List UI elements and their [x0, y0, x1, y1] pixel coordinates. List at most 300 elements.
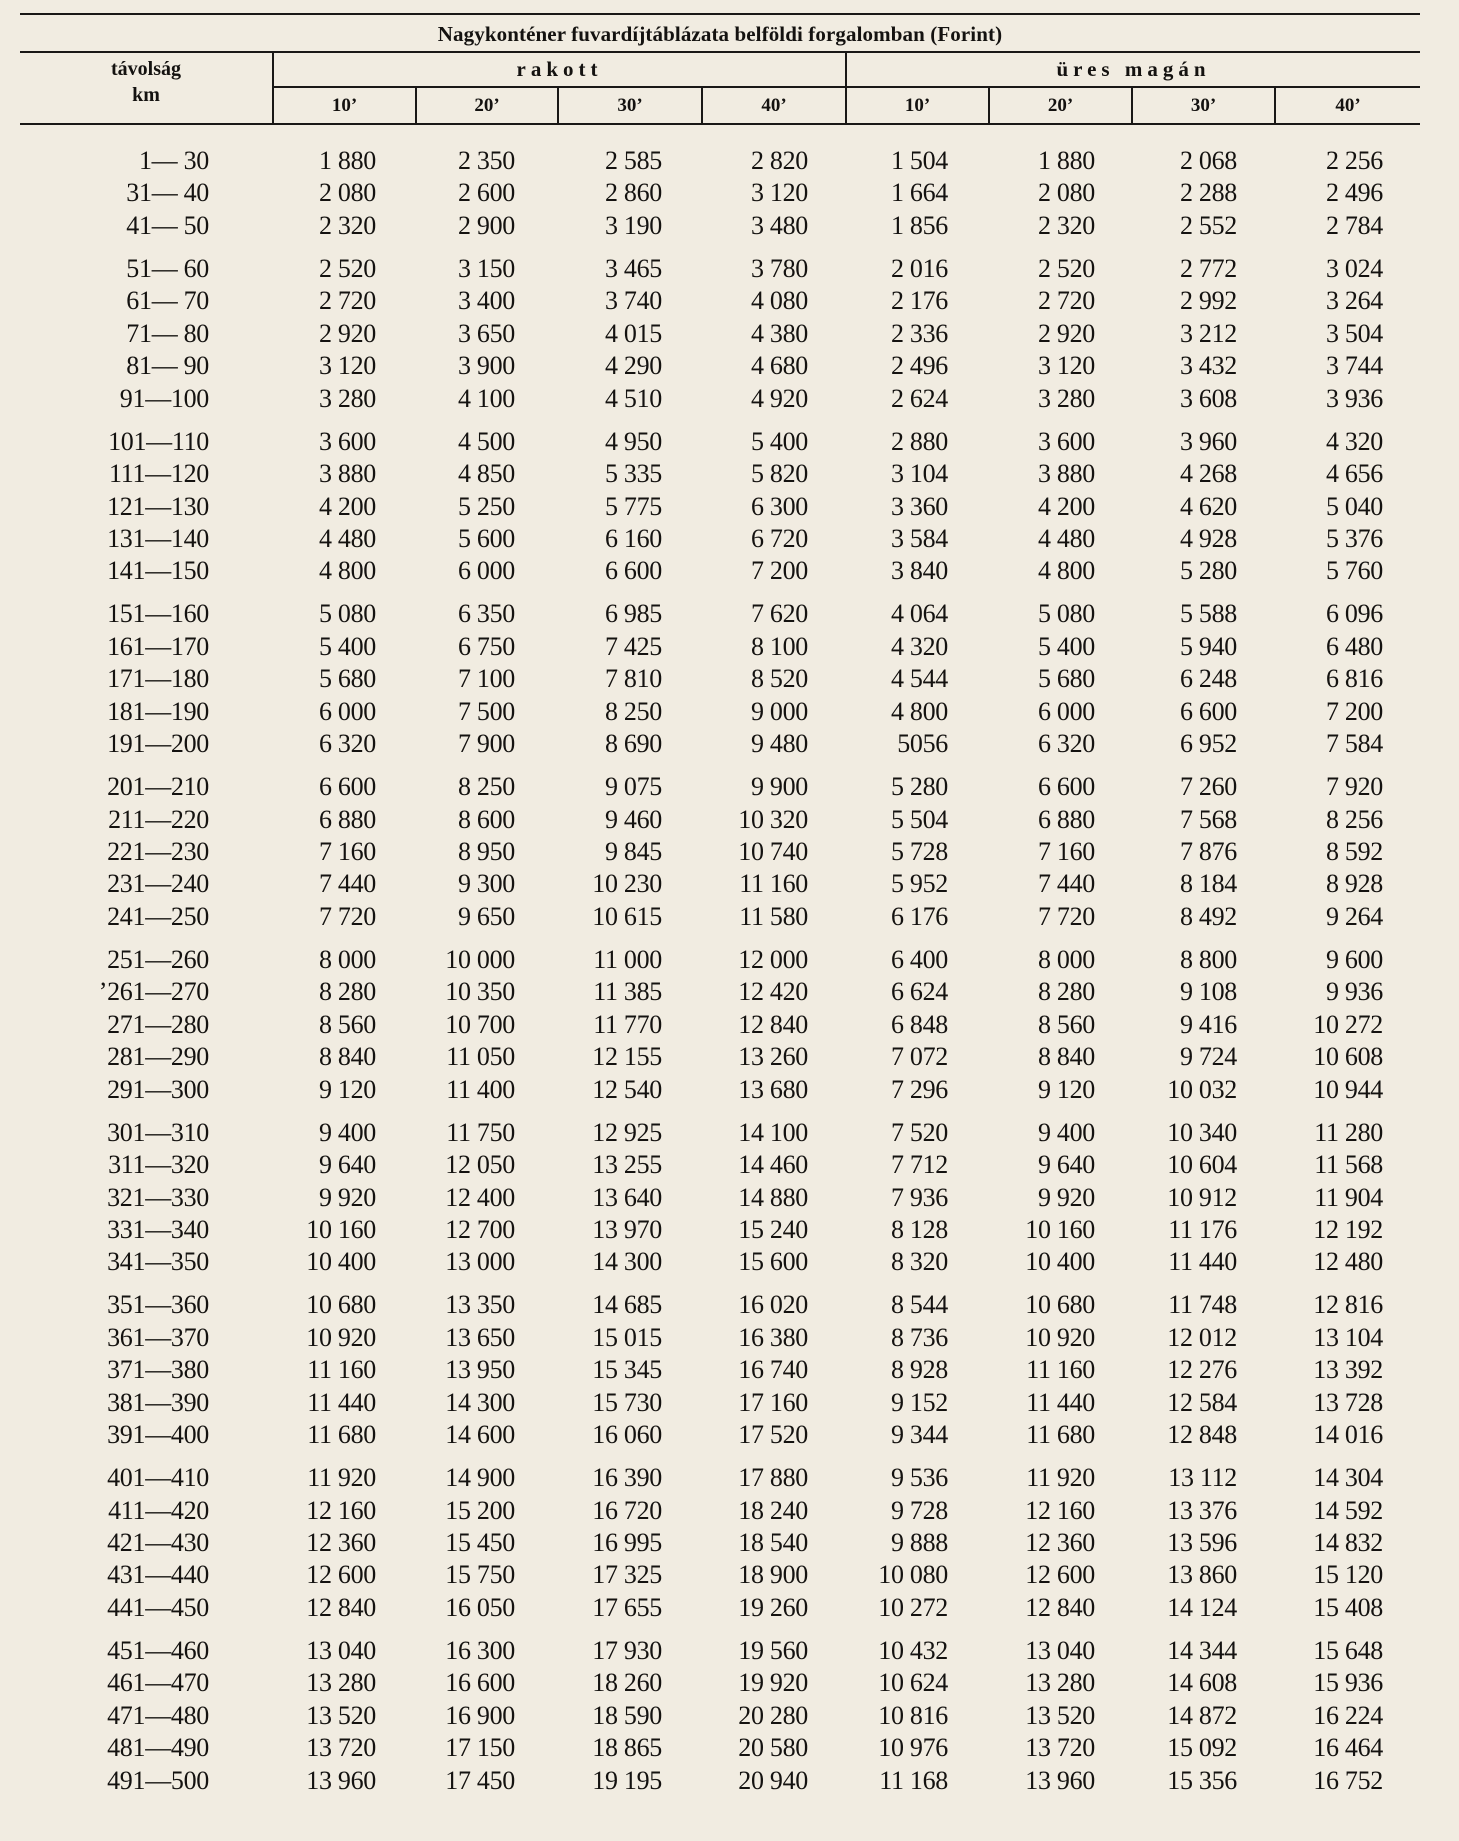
- fare-cell: 12 480: [1313, 1247, 1383, 1277]
- fare-cell: 9 400: [1037, 1117, 1095, 1147]
- size-header-2: 20’: [474, 95, 500, 116]
- row-header-distance: távolság: [111, 58, 181, 80]
- fare-cell: 9 920: [1037, 1182, 1095, 1212]
- fare-cell: 5 376: [1325, 523, 1383, 553]
- distance-range: 31— 40: [126, 178, 209, 208]
- fare-cell: 3 880: [1037, 459, 1095, 489]
- fare-cell: 7 296: [890, 1074, 948, 1104]
- distance-range: 141—150: [107, 556, 209, 586]
- distance-range: 81— 90: [126, 351, 209, 381]
- fare-cell: 15 092: [1167, 1733, 1237, 1763]
- fare-cell: 10 272: [878, 1592, 948, 1622]
- fare-cell: 13 260: [738, 1042, 808, 1072]
- fare-cell: 6 350: [457, 599, 515, 629]
- fare-cell: 14 300: [445, 1387, 515, 1417]
- distance-range: 351—360: [107, 1290, 209, 1320]
- fare-cell: 2 320: [318, 210, 376, 240]
- fare-cell: 11 680: [307, 1420, 376, 1450]
- fare-cell: 14 608: [1167, 1668, 1237, 1698]
- fare-cell: 3 650: [457, 318, 515, 348]
- distance-range: 111—120: [109, 459, 209, 489]
- fare-cell: 13 000: [445, 1247, 515, 1277]
- fare-cell: 16 300: [445, 1635, 515, 1665]
- fare-cell: 12 192: [1313, 1214, 1383, 1244]
- fare-cell: 14 100: [738, 1117, 808, 1147]
- fare-cell: 18 240: [738, 1495, 808, 1525]
- distance-range: 491—500: [107, 1765, 209, 1795]
- distance-range: 481—490: [107, 1733, 209, 1763]
- fare-cell: 4 928: [1179, 523, 1237, 553]
- fare-cell: 12 540: [592, 1074, 662, 1104]
- fare-cell: 10 272: [1313, 1009, 1383, 1039]
- size-header-7: 30’: [1190, 95, 1217, 116]
- fare-cell: 13 728: [1313, 1387, 1383, 1417]
- fare-cell: 15 120: [1313, 1560, 1383, 1590]
- distance-range: 151—160: [107, 599, 209, 629]
- fare-cell: 11 748: [1168, 1290, 1237, 1320]
- fare-cell: 9 936: [1325, 977, 1383, 1007]
- fare-cell: 3 120: [750, 178, 808, 208]
- distance-range: 271—280: [107, 1009, 209, 1039]
- fare-cell: 13 596: [1167, 1528, 1237, 1557]
- fare-cell: 8 840: [1037, 1042, 1095, 1072]
- size-header-3: 30’: [617, 95, 643, 116]
- fare-cell: 4 950: [604, 426, 662, 456]
- fare-cell: 8 600: [457, 804, 515, 834]
- distance-range: 451—460: [107, 1635, 209, 1665]
- fare-cell: 16 464: [1313, 1733, 1383, 1763]
- fare-cell: 14 872: [1167, 1700, 1237, 1730]
- distance-range: 421—430: [107, 1528, 209, 1557]
- fare-cell: 11 440: [1168, 1247, 1237, 1277]
- fare-cell: 10 230: [592, 869, 662, 899]
- fare-cell: 5 504: [890, 804, 948, 834]
- fare-cell: 7 712: [890, 1150, 948, 1180]
- fare-cell: 11 385: [593, 977, 662, 1007]
- fare-cell: 8 128: [890, 1214, 948, 1244]
- fare-cell: 9 300: [457, 869, 515, 899]
- fare-cell: 15 015: [592, 1322, 662, 1352]
- fare-cell: 2 176: [890, 286, 948, 316]
- fare-cell: 2 772: [1179, 253, 1237, 283]
- fare-cell: 1 880: [318, 146, 376, 175]
- fare-cell: 8 560: [318, 1009, 376, 1039]
- fare-cell: 19 920: [738, 1668, 808, 1698]
- fare-cell: 8 592: [1325, 837, 1383, 866]
- fare-cell: 13 255: [592, 1150, 662, 1180]
- distance-range: 61— 70: [126, 286, 209, 316]
- fare-cell: 19 195: [592, 1765, 662, 1795]
- fare-cell: 6 750: [457, 631, 515, 661]
- fare-cell: 14 900: [445, 1463, 515, 1493]
- fare-cell: 7 620: [750, 599, 808, 629]
- fare-cell: 8 256: [1325, 804, 1383, 834]
- table-title: Nagykonténer fuvardíjtáblázata belföldi forgalomban (Forint): [437, 22, 1003, 46]
- fare-cell: 18 590: [592, 1700, 662, 1730]
- fare-cell: 8 736: [890, 1322, 948, 1352]
- fare-cell: 15 356: [1167, 1765, 1237, 1795]
- distance-range: 221—230: [107, 837, 209, 866]
- fare-cell: 2 288: [1179, 178, 1237, 208]
- fare-cell: 7 810: [604, 664, 662, 694]
- fare-cell: 2 496: [1325, 178, 1383, 208]
- fare-cell: 13 960: [306, 1765, 376, 1795]
- fare-cell: 16 600: [445, 1668, 515, 1698]
- fare-cell: 7 584: [1325, 729, 1383, 759]
- fare-cell: 10 160: [306, 1214, 376, 1244]
- fare-cell: 15 600: [738, 1247, 808, 1277]
- fare-cell: 11 168: [879, 1765, 948, 1795]
- fare-cell: 4 800: [318, 556, 376, 586]
- fare-cell: 13 970: [592, 1214, 662, 1244]
- fare-cell: 1 664: [890, 178, 948, 208]
- distance-range: 381—390: [107, 1387, 209, 1417]
- fare-cell: 4 290: [604, 351, 662, 381]
- distance-range: 331—340: [107, 1214, 209, 1244]
- fare-cell: 12 155: [592, 1042, 662, 1072]
- fare-cell: 8 100: [750, 631, 808, 661]
- fare-cell: 3 104: [890, 459, 948, 489]
- fare-cell: 5 680: [1037, 664, 1095, 694]
- fare-cell: 5 280: [1179, 556, 1237, 586]
- fare-cell: 7 720: [318, 901, 376, 931]
- size-header-6: 20’: [1047, 95, 1074, 116]
- fare-cell: 20 940: [738, 1765, 808, 1795]
- fare-cell: 2 552: [1179, 210, 1237, 240]
- fare-cell: 2 256: [1325, 146, 1383, 175]
- fare-cell: 6 600: [1037, 772, 1095, 802]
- fare-cell: 4 656: [1325, 459, 1383, 489]
- fare-cell: 6 600: [318, 772, 376, 802]
- fare-cell: 7 160: [318, 837, 376, 866]
- fare-cell: 8 520: [750, 664, 808, 694]
- fare-cell: 5 400: [750, 426, 808, 456]
- fare-cell: 6 952: [1179, 729, 1237, 759]
- fare-cell: 18 865: [592, 1733, 662, 1763]
- fare-cell: 6 160: [604, 523, 662, 553]
- fare-cell: 6 600: [1179, 696, 1237, 726]
- fare-cell: 14 880: [738, 1182, 808, 1212]
- distance-range: 191—200: [107, 729, 209, 759]
- fare-cell: 2 784: [1325, 210, 1383, 240]
- fare-cell: 10 912: [1167, 1182, 1237, 1212]
- fare-cell: 6 300: [750, 491, 808, 521]
- fare-cell: 16 050: [445, 1592, 515, 1622]
- distance-range: 251—260: [107, 944, 209, 974]
- fare-cell: 8 544: [890, 1290, 948, 1320]
- fare-cell: 5 080: [318, 599, 376, 629]
- fare-cell: 9 888: [890, 1528, 948, 1557]
- fare-cell: 19 260: [738, 1592, 808, 1622]
- fare-cell: 9 480: [750, 729, 808, 759]
- fare-cell: 4 064: [890, 599, 948, 629]
- fare-cell: 9 724: [1179, 1042, 1237, 1072]
- fare-cell: 4 268: [1179, 459, 1237, 489]
- fare-cell: 15 240: [738, 1214, 808, 1244]
- fare-cell: 5056: [897, 729, 948, 759]
- fare-cell: 9 920: [318, 1182, 376, 1212]
- fare-cell: 14 304: [1313, 1463, 1383, 1493]
- fare-cell: 3 190: [604, 210, 662, 240]
- distance-range: 401—410: [107, 1463, 209, 1493]
- fare-cell: 18 260: [592, 1668, 662, 1698]
- distance-range: 361—370: [107, 1322, 209, 1352]
- fare-cell: 2 350: [457, 146, 515, 175]
- fare-cell: 11 440: [1026, 1387, 1095, 1417]
- fare-cell: 3 280: [1037, 383, 1095, 413]
- fare-cell: 12 420: [738, 977, 808, 1007]
- fare-cell: 7 440: [318, 869, 376, 899]
- fare-cell: 4 680: [750, 351, 808, 381]
- fare-cell: 11 280: [1314, 1117, 1383, 1147]
- fare-cell: 9 000: [750, 696, 808, 726]
- fare-cell: 15 200: [445, 1495, 515, 1525]
- fare-cell: 11 440: [307, 1387, 376, 1417]
- fare-cell: 13 720: [306, 1733, 376, 1763]
- distance-range: 41— 50: [126, 210, 209, 240]
- fare-cell: 2 720: [318, 286, 376, 316]
- fare-cell: 2 992: [1179, 286, 1237, 316]
- fare-cell: 4 380: [750, 318, 808, 348]
- fare-cell: 5 600: [457, 523, 515, 553]
- fare-cell: 3 960: [1179, 426, 1237, 456]
- fare-cell: 4 320: [890, 631, 948, 661]
- fare-cell: 3 600: [318, 426, 376, 456]
- fare-cell: 7 720: [1037, 901, 1095, 931]
- fare-cell: 10 400: [1025, 1247, 1095, 1277]
- fare-cell: 4 920: [750, 383, 808, 413]
- fare-cell: 17 450: [445, 1765, 515, 1795]
- fare-cell: 13 950: [445, 1355, 515, 1385]
- fare-cell: 8 000: [1037, 944, 1095, 974]
- fare-cell: 11 904: [1314, 1182, 1383, 1212]
- fare-cell: 14 460: [738, 1150, 808, 1180]
- fare-cell: 9 400: [318, 1117, 376, 1147]
- fare-cell: 6 880: [318, 804, 376, 834]
- fare-cell: 5 760: [1325, 556, 1383, 586]
- fare-cell: 8 690: [604, 729, 662, 759]
- fare-cell: 15 345: [592, 1355, 662, 1385]
- fare-cell: 10 624: [878, 1668, 948, 1698]
- fare-cell: 7 876: [1179, 837, 1237, 866]
- fare-cell: 3 120: [318, 351, 376, 381]
- fare-cell: 10 700: [445, 1009, 515, 1039]
- fare-cell: 16 390: [592, 1463, 662, 1493]
- fare-cell: 10 615: [592, 901, 662, 931]
- size-header-8: 40’: [1335, 95, 1361, 116]
- group-header-empty-private: üres magán: [1056, 57, 1211, 81]
- fare-cell: 7 920: [1325, 772, 1383, 802]
- distance-range: 91—100: [119, 383, 209, 413]
- fare-cell: 8 800: [1179, 944, 1237, 974]
- fare-cell: 3 212: [1179, 318, 1237, 348]
- fare-cell: 12 816: [1313, 1290, 1383, 1320]
- fare-cell: 1 880: [1037, 146, 1095, 175]
- fare-cell: 7 072: [890, 1042, 948, 1072]
- fare-cell: 12 584: [1167, 1387, 1237, 1417]
- fare-cell: 5 250: [457, 491, 515, 521]
- fare-cell: 9 728: [890, 1495, 948, 1525]
- fare-cell: 6 096: [1325, 599, 1383, 629]
- distance-range: 71— 80: [126, 318, 209, 348]
- fare-cell: 5 940: [1179, 631, 1237, 661]
- fare-cell: 3 024: [1325, 253, 1383, 283]
- fare-cell: 15 936: [1313, 1668, 1383, 1698]
- fare-cell: 2 320: [1037, 210, 1095, 240]
- fare-cell: 12 600: [1025, 1560, 1095, 1590]
- fare-cell: 13 040: [1025, 1635, 1095, 1665]
- fare-cell: 3 840: [890, 556, 948, 586]
- fare-cell: 14 124: [1167, 1592, 1237, 1622]
- fare-cell: 3 465: [604, 253, 662, 283]
- distance-range: 181—190: [107, 696, 209, 726]
- fare-cell: 6 480: [1325, 631, 1383, 661]
- fare-cell: 6 600: [604, 556, 662, 586]
- distance-range: 461—470: [107, 1668, 209, 1698]
- fare-cell: 9 845: [604, 837, 662, 866]
- fare-cell: 16 752: [1313, 1765, 1383, 1795]
- fare-cell: 2 496: [890, 351, 948, 381]
- size-header-4: 40’: [761, 95, 787, 116]
- fare-cell: 5 280: [890, 772, 948, 802]
- fare-cell: 9 120: [1037, 1074, 1095, 1104]
- fare-cell: 2 520: [1037, 253, 1095, 283]
- fare-cell: 15 450: [445, 1528, 515, 1557]
- distance-range: 241—250: [107, 901, 209, 931]
- fare-cell: 6 320: [318, 729, 376, 759]
- fare-cell: 4 480: [318, 523, 376, 553]
- fare-cell: 9 344: [890, 1420, 948, 1450]
- fare-cell: 10 608: [1313, 1042, 1383, 1072]
- fare-cell: 18 540: [738, 1528, 808, 1557]
- fare-cell: 12 160: [1025, 1495, 1095, 1525]
- fare-cell: 9 650: [457, 901, 515, 931]
- fare-cell: 17 655: [592, 1592, 662, 1622]
- fare-cell: 12 600: [306, 1560, 376, 1590]
- fare-cell: 8 250: [604, 696, 662, 726]
- fare-cell: 7 568: [1179, 804, 1237, 834]
- fare-cell: 11 160: [307, 1355, 376, 1385]
- fare-cell: 5 040: [1325, 491, 1383, 521]
- fare-cell: 17 520: [738, 1420, 808, 1450]
- fare-cell: 6 624: [890, 977, 948, 1007]
- fare-cell: 1 856: [890, 210, 948, 240]
- fare-cell: 4 544: [890, 664, 948, 694]
- fare-cell: 13 040: [306, 1635, 376, 1665]
- fare-cell: 16 224: [1313, 1700, 1383, 1730]
- fare-cell: 2 080: [1037, 178, 1095, 208]
- fare-cell: 10 160: [1025, 1214, 1095, 1244]
- fare-cell: 13 520: [1025, 1700, 1095, 1730]
- fare-cell: 12 925: [592, 1117, 662, 1147]
- fare-cell: 2 068: [1179, 146, 1237, 175]
- fare-cell: 2 624: [890, 383, 948, 413]
- fare-cell: 11 580: [739, 901, 808, 931]
- fare-cell: 13 376: [1167, 1495, 1237, 1525]
- distance-range: 431—440: [107, 1560, 209, 1590]
- fare-cell: 13 392: [1313, 1355, 1383, 1385]
- distance-range: 211—220: [108, 804, 209, 834]
- fare-cell: 11 160: [1026, 1355, 1095, 1385]
- size-header-5: 10’: [904, 95, 931, 116]
- fare-cell: 15 408: [1313, 1592, 1383, 1622]
- fare-cell: 3 740: [604, 286, 662, 316]
- fare-cell: 2 600: [457, 178, 515, 208]
- fare-cell: 12 360: [1025, 1528, 1095, 1557]
- fare-cell: 11 400: [446, 1074, 515, 1104]
- fare-cell: 8 320: [890, 1247, 948, 1277]
- fare-cell: 11 160: [739, 869, 808, 899]
- fare-cell: 10 432: [878, 1635, 948, 1665]
- fare-cell: 6 400: [890, 944, 948, 974]
- fare-cell: 11 000: [593, 944, 662, 974]
- fare-cell: 2 920: [318, 318, 376, 348]
- fare-cell: 6 000: [318, 696, 376, 726]
- fare-cell: 12 012: [1167, 1322, 1237, 1352]
- fare-cell: 4 100: [457, 383, 515, 413]
- fare-cell: 6 176: [890, 901, 948, 931]
- fare-cell: 4 200: [1037, 491, 1095, 521]
- fare-cell: 9 264: [1325, 901, 1383, 931]
- fare-cell: 16 060: [592, 1420, 662, 1450]
- distance-range: 321—330: [107, 1182, 209, 1212]
- fare-cell: 12 700: [445, 1214, 515, 1244]
- fare-cell: 13 520: [306, 1700, 376, 1730]
- fare-cell: 9 536: [890, 1463, 948, 1493]
- fare-cell: 2 820: [750, 146, 808, 175]
- distance-range: 281—290: [107, 1042, 209, 1072]
- fare-cell: 2 080: [318, 178, 376, 208]
- distance-range: ’261—270: [98, 977, 209, 1007]
- fare-cell: 4 320: [1325, 426, 1383, 456]
- fare-cell: 17 325: [592, 1560, 662, 1590]
- distance-range: 231—240: [107, 869, 209, 899]
- fare-cell: 9 108: [1179, 977, 1237, 1007]
- fare-cell: 6 816: [1325, 664, 1383, 694]
- fare-cell: 12 848: [1167, 1420, 1237, 1450]
- fare-cell: 12 050: [445, 1150, 515, 1180]
- fare-cell: 3 780: [750, 253, 808, 283]
- fare-cell: 10 320: [738, 804, 808, 834]
- fare-cell: 4 510: [604, 383, 662, 413]
- fare-cell: 9 075: [604, 772, 662, 802]
- fare-cell: 6 000: [1037, 696, 1095, 726]
- fare-cell: 10 350: [445, 977, 515, 1007]
- fare-cell: 15 750: [445, 1560, 515, 1590]
- fare-cell: 3 600: [1037, 426, 1095, 456]
- distance-range: 1— 30: [138, 146, 209, 175]
- fare-cell: 5 820: [750, 459, 808, 489]
- distance-range: 371—380: [107, 1355, 209, 1385]
- fare-cell: 7 900: [457, 729, 515, 759]
- fare-cell: 20 280: [738, 1700, 808, 1730]
- fare-cell: 16 740: [738, 1355, 808, 1385]
- fare-cell: 4 800: [1037, 556, 1095, 586]
- fare-cell: 12 840: [306, 1592, 376, 1622]
- fare-cell: 8 280: [318, 977, 376, 1007]
- fare-cell: 7 936: [890, 1182, 948, 1212]
- fare-cell: 11 680: [1026, 1420, 1095, 1450]
- fare-cell: 2 336: [890, 318, 948, 348]
- fare-cell: 7 160: [1037, 837, 1095, 866]
- fare-cell: 3 608: [1179, 383, 1237, 413]
- fare-cell: 19 560: [738, 1635, 808, 1665]
- fare-cell: 11 920: [307, 1463, 376, 1493]
- fare-cell: 20 580: [738, 1733, 808, 1763]
- fare-cell: 3 400: [457, 286, 515, 316]
- fare-cell: 9 152: [890, 1387, 948, 1417]
- fare-cell: 3 480: [750, 210, 808, 240]
